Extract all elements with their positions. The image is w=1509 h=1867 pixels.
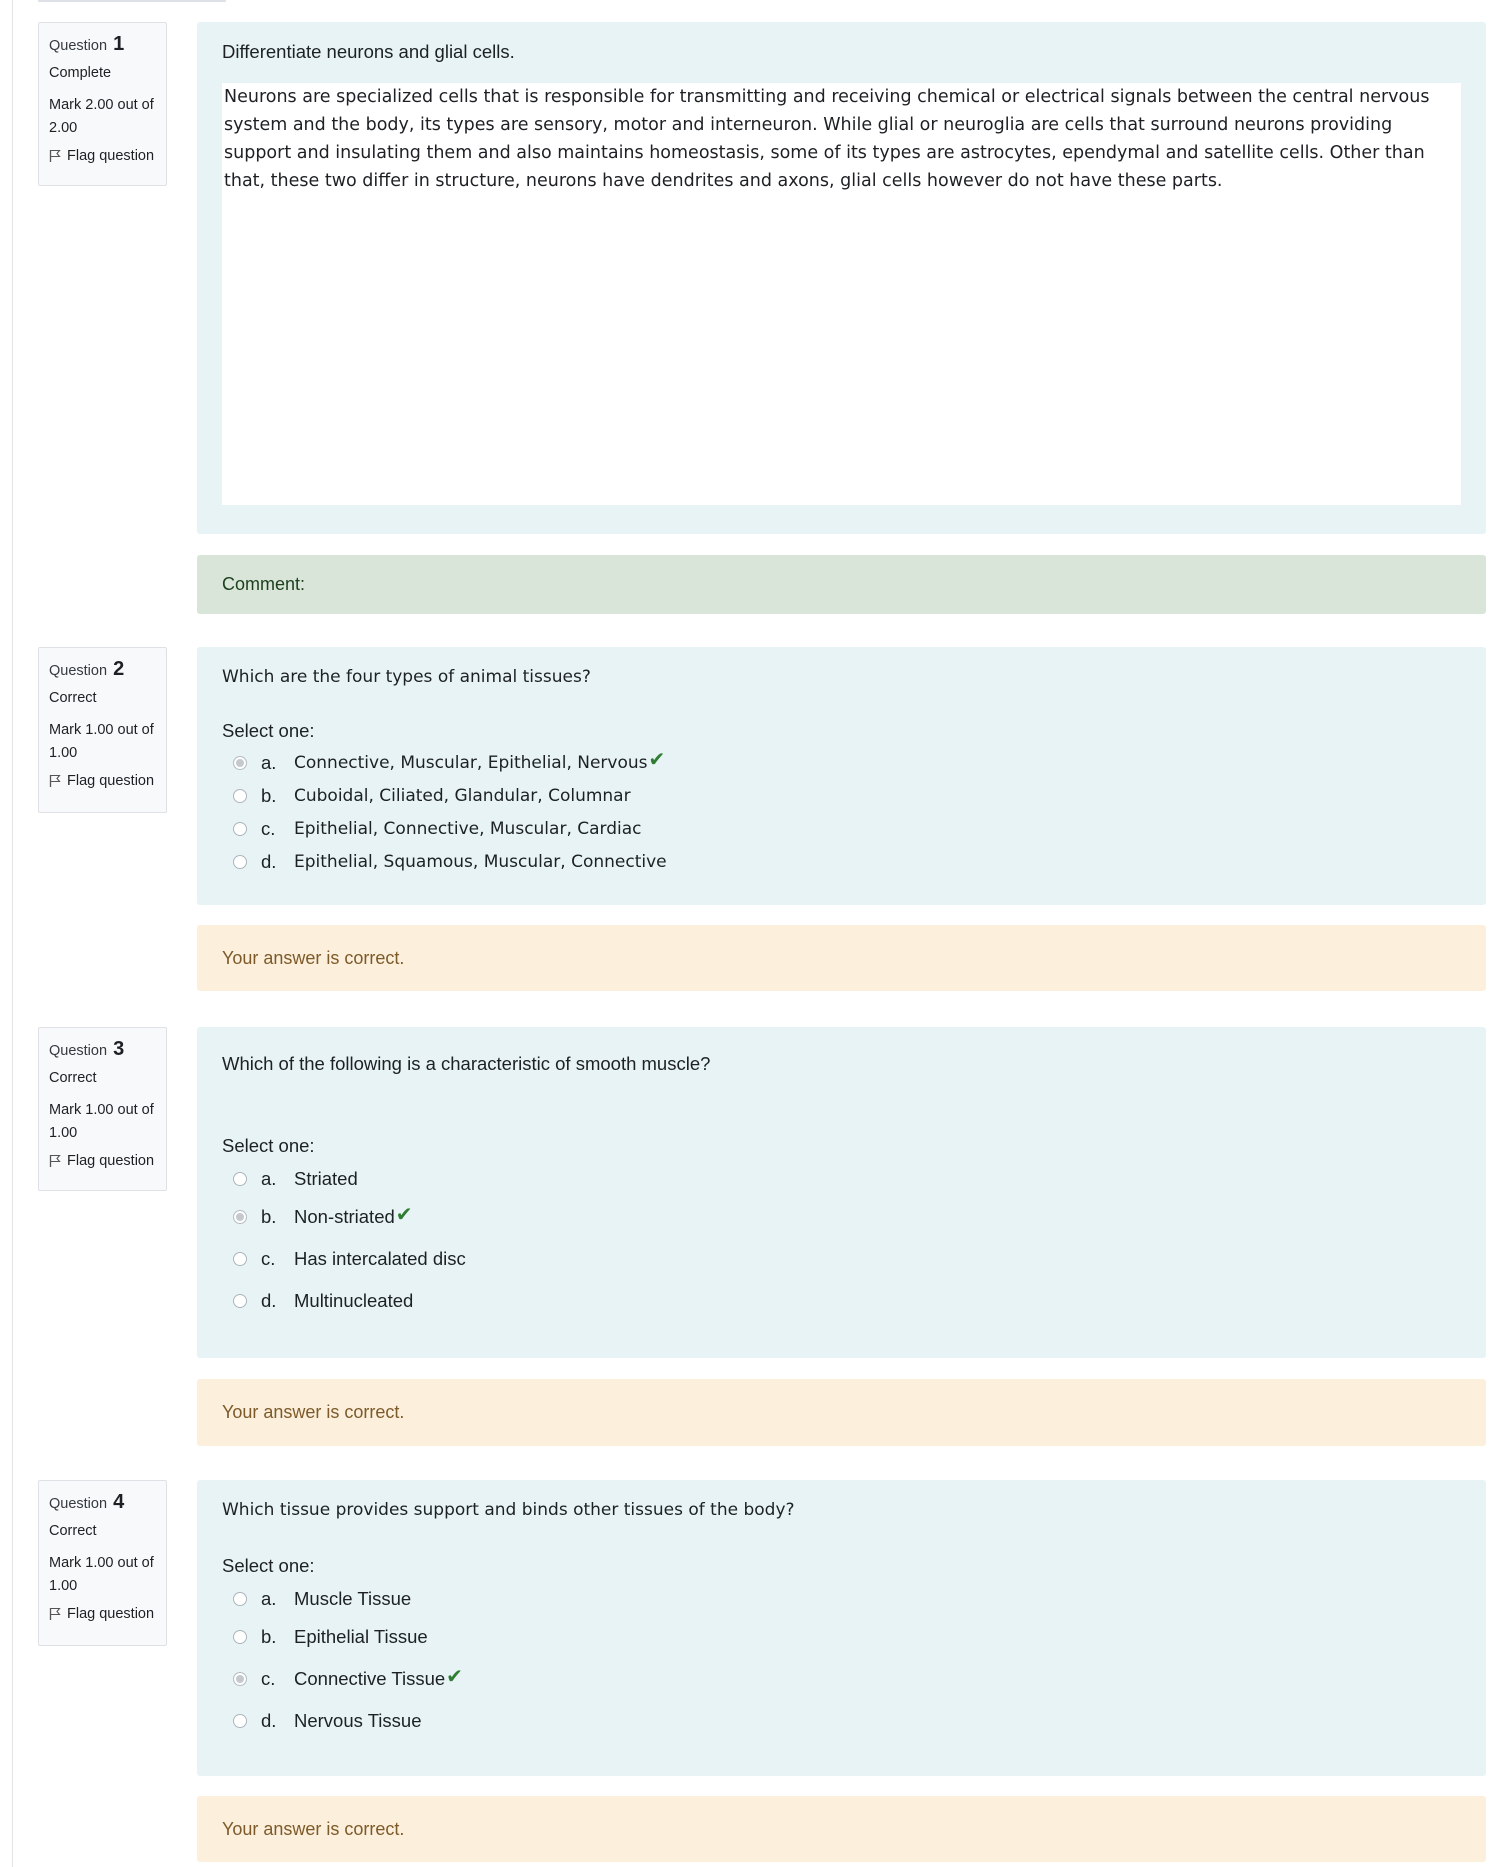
feedback-box	[197, 1796, 1486, 1862]
flag-question-label: Flag question	[67, 148, 155, 164]
question-formulation	[197, 647, 1486, 905]
answer-option-b[interactable]	[222, 779, 1461, 812]
question-number-value: 2	[113, 658, 125, 680]
question-number	[49, 1037, 166, 1061]
answer-options	[222, 746, 1461, 878]
select-one-prompt: Select one:	[222, 1135, 315, 1156]
option-letter: b.	[261, 1626, 277, 1647]
question-state: Correct	[49, 1070, 97, 1086]
question-info	[38, 1027, 167, 1191]
option-letter: d.	[261, 1710, 277, 1731]
option-text: Striated	[294, 1167, 358, 1189]
radio-b[interactable]	[233, 1630, 247, 1644]
radio-b[interactable]	[233, 1210, 247, 1224]
option-text: Has intercalated disc	[294, 1248, 466, 1269]
comment-label: Comment:	[222, 574, 306, 594]
question-formulation	[197, 22, 1486, 534]
flag-icon	[49, 1607, 61, 1621]
question-info	[38, 1480, 167, 1646]
radio-b[interactable]	[233, 789, 247, 803]
flag-icon	[49, 774, 61, 788]
option-letter: b.	[261, 1206, 277, 1227]
question-state: Correct	[49, 690, 97, 706]
question-state: Complete	[49, 65, 112, 81]
answer-option-d[interactable]	[222, 1700, 1461, 1742]
question-label: Question	[49, 663, 108, 679]
question-text: Which of the following is a characteristic of smooth muscle?	[222, 1053, 711, 1074]
radio-d[interactable]	[233, 1294, 247, 1308]
question-formulation	[197, 1480, 1486, 1776]
answer-option-d[interactable]	[222, 1280, 1461, 1322]
option-letter: a.	[261, 1587, 277, 1609]
question-number-value: 1	[113, 33, 125, 55]
page-divider	[12, 0, 13, 1867]
question-number	[49, 1490, 166, 1514]
feedback-text: Your answer is correct.	[222, 1818, 405, 1839]
flag-question-label: Flag question	[67, 1153, 155, 1169]
feedback-box	[197, 1379, 1486, 1446]
question-text: Differentiate neurons and glial cells.	[222, 41, 515, 62]
option-text: Epithelial, Connective, Muscular, Cardiac	[294, 818, 642, 839]
question-number-value: 4	[113, 1491, 125, 1513]
feedback-text: Your answer is correct.	[222, 1402, 405, 1422]
feedback-text: Your answer is correct.	[222, 947, 405, 968]
option-text: Nervous Tissue	[294, 1710, 422, 1731]
comment-box	[197, 555, 1486, 614]
flag-icon	[49, 149, 61, 163]
question-state: Correct	[49, 1523, 97, 1539]
radio-d[interactable]	[233, 1714, 247, 1728]
answer-option-c[interactable]	[222, 1658, 1461, 1700]
option-text: Epithelial Tissue	[294, 1626, 428, 1647]
flag-question-button[interactable]	[49, 146, 166, 166]
question-label: Question	[49, 1043, 108, 1059]
question-number	[49, 32, 166, 56]
question-grade: Mark 1.00 out of 1.00	[49, 1102, 154, 1141]
flag-icon	[49, 1154, 61, 1168]
flag-question-button[interactable]	[49, 771, 166, 791]
option-text: Non-striated	[294, 1206, 395, 1227]
radio-c[interactable]	[233, 1252, 247, 1266]
option-letter: c.	[261, 817, 276, 839]
option-letter: c.	[261, 1248, 276, 1269]
radio-c[interactable]	[233, 822, 247, 836]
answer-option-b[interactable]	[222, 1616, 1461, 1658]
answer-option-a[interactable]	[222, 1161, 1461, 1196]
question-number-value: 3	[113, 1038, 125, 1060]
option-text: Connective Tissue	[294, 1668, 446, 1689]
select-one-prompt: Select one:	[222, 720, 315, 741]
question-text: Which tissue provides support and binds other tissues of the body?	[222, 1500, 795, 1520]
answer-options	[222, 1161, 1461, 1322]
option-text: Muscle Tissue	[294, 1587, 412, 1609]
answer-options	[222, 1581, 1461, 1742]
top-border	[38, 0, 226, 2]
flag-question-label: Flag question	[67, 1606, 155, 1622]
question-formulation	[197, 1027, 1486, 1358]
option-letter: d.	[261, 850, 277, 872]
option-letter: a.	[261, 751, 277, 773]
check-icon: ✔	[395, 1203, 413, 1226]
option-text: Cuboidal, Ciliated, Glandular, Columnar	[294, 785, 631, 806]
flag-question-label: Flag question	[67, 773, 155, 789]
feedback-box	[197, 925, 1486, 991]
question-grade: Mark 1.00 out of 1.00	[49, 722, 154, 761]
radio-a[interactable]	[233, 1172, 247, 1186]
answer-option-b[interactable]	[222, 1196, 1461, 1238]
option-text: Multinucleated	[294, 1290, 414, 1311]
radio-d[interactable]	[233, 855, 247, 869]
essay-answer-textarea[interactable]: Neurons are specialized cells that is responsible for transmitting and receiving chemical or electrical signals between the central nervous system and the body, its types are sensory, motor and interneuron. While glial or neuroglia are cells that surround neurons providing support and insulating them and also maintains homeostasis, some of its types are astrocytes, ependymal and satellite cells. Other than that, these two differ in structure, neurons have dendrites and axons, glial cells however do not have these parts.	[222, 83, 1461, 505]
answer-option-a[interactable]	[222, 746, 1461, 779]
radio-c[interactable]	[233, 1672, 247, 1686]
check-icon: ✔	[446, 1665, 463, 1688]
option-letter: d.	[261, 1290, 277, 1311]
option-letter: b.	[261, 784, 277, 806]
flag-question-button[interactable]	[49, 1604, 166, 1624]
option-text: Epithelial, Squamous, Muscular, Connective	[294, 851, 667, 872]
answer-option-d[interactable]	[222, 845, 1461, 878]
option-letter: a.	[261, 1167, 277, 1189]
question-info	[38, 647, 167, 813]
option-text: Connective, Muscular, Epithelial, Nervous	[294, 752, 648, 773]
radio-a[interactable]	[233, 1592, 247, 1606]
question-text: Which are the four types of animal tissues?	[222, 667, 591, 687]
question-number	[49, 657, 166, 681]
answer-option-a[interactable]	[222, 1581, 1461, 1616]
answer-option-c[interactable]	[222, 1238, 1461, 1280]
question-info	[38, 22, 167, 186]
select-one-prompt: Select one:	[222, 1555, 315, 1576]
check-icon: ✔	[648, 749, 666, 771]
answer-option-c[interactable]	[222, 812, 1461, 845]
question-grade: Mark 1.00 out of 1.00	[49, 1555, 154, 1594]
question-label: Question	[49, 1496, 108, 1512]
option-letter: c.	[261, 1668, 276, 1689]
question-label: Question	[49, 38, 108, 54]
radio-a[interactable]	[233, 756, 247, 770]
question-grade: Mark 2.00 out of 2.00	[49, 97, 154, 136]
flag-question-button[interactable]	[49, 1151, 166, 1171]
